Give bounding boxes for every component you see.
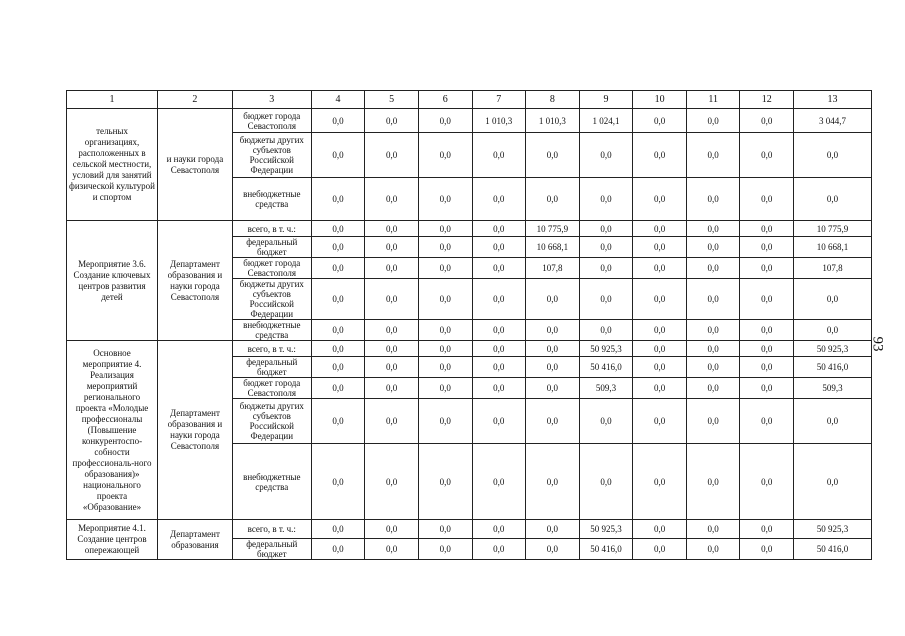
value-cell-col-9: 0,0 [579,133,633,178]
value-cell-col-8: 0,0 [526,520,580,539]
value-cell-col-11: 0,0 [686,258,740,279]
value-cell-col-12: 0,0 [740,133,794,178]
value-cell-col-5: 0,0 [365,258,419,279]
value-cell-col-4: 0,0 [311,539,365,560]
value-cell-col-9: 1 024,1 [579,109,633,133]
value-cell-col-13: 10 668,1 [794,237,872,258]
value-cell-col-12: 0,0 [740,520,794,539]
event-name-cell: Мероприятие 3.6. Создание ключевых центров развития детей [67,221,158,341]
value-cell-col-12: 0,0 [740,341,794,357]
value-cell-col-12: 0,0 [740,178,794,221]
funding-source-cell: бюджеты других субъектов Российской Федерации [232,399,311,444]
value-cell-col-4: 0,0 [311,237,365,258]
table-row [67,341,872,357]
funding-source-cell: бюджеты других субъектов Российской Федерации [232,279,311,320]
value-cell-col-10: 0,0 [633,357,687,378]
value-cell-col-9: 50 416,0 [579,357,633,378]
value-cell-col-13: 50 925,3 [794,520,872,539]
funding-source-cell: внебюджетные средства [232,444,311,520]
value-cell-col-10: 0,0 [633,178,687,221]
column-header-10: 10 [633,91,687,109]
value-cell-col-13: 0,0 [794,444,872,520]
value-cell-col-6: 0,0 [418,133,472,178]
value-cell-col-4: 0,0 [311,444,365,520]
value-cell-col-6: 0,0 [418,258,472,279]
value-cell-col-4: 0,0 [311,221,365,237]
value-cell-col-13: 50 416,0 [794,357,872,378]
value-cell-col-11: 0,0 [686,133,740,178]
value-cell-col-7: 0,0 [472,133,526,178]
value-cell-col-5: 0,0 [365,378,419,399]
value-cell-col-10: 0,0 [633,539,687,560]
value-cell-col-11: 0,0 [686,357,740,378]
value-cell-col-9: 0,0 [579,399,633,444]
value-cell-col-4: 0,0 [311,279,365,320]
value-cell-col-8: 1 010,3 [526,109,580,133]
event-name-cell: Основное мероприятие 4. Реализация мероприятий регионального проекта «Молодые профессионалы (Повышение конкурентоспо-собности профессиональ-ного образования)» национального проекта «Образование» [67,341,158,520]
funding-source-cell: всего, в т. ч.: [232,341,311,357]
table-row [67,109,872,133]
value-cell-col-8: 0,0 [526,378,580,399]
value-cell-col-8: 0,0 [526,341,580,357]
event-name-cell: тельных организациях, расположенных в сельской местности, условий для занятий физической культурой и спортом [67,109,158,221]
value-cell-col-4: 0,0 [311,520,365,539]
value-cell-col-7: 0,0 [472,258,526,279]
funding-source-cell: всего, в т. ч.: [232,221,311,237]
value-cell-col-13: 0,0 [794,399,872,444]
value-cell-col-12: 0,0 [740,444,794,520]
column-header-5: 5 [365,91,419,109]
table-row [67,221,872,237]
column-header-11: 11 [686,91,740,109]
value-cell-col-5: 0,0 [365,539,419,560]
funding-source-cell: федеральный бюджет [232,237,311,258]
value-cell-col-13: 10 775,9 [794,221,872,237]
value-cell-col-9: 0,0 [579,237,633,258]
value-cell-col-9: 50 416,0 [579,539,633,560]
value-cell-col-5: 0,0 [365,221,419,237]
value-cell-col-9: 509,3 [579,378,633,399]
value-cell-col-11: 0,0 [686,444,740,520]
value-cell-col-13: 50 925,3 [794,341,872,357]
value-cell-col-7: 1 010,3 [472,109,526,133]
funding-source-cell: всего, в т. ч.: [232,520,311,539]
value-cell-col-8: 107,8 [526,258,580,279]
value-cell-col-4: 0,0 [311,341,365,357]
value-cell-col-10: 0,0 [633,399,687,444]
value-cell-col-10: 0,0 [633,109,687,133]
column-header-3: 3 [232,91,311,109]
column-header-1: 1 [67,91,158,109]
value-cell-col-13: 0,0 [794,279,872,320]
value-cell-col-6: 0,0 [418,320,472,341]
value-cell-col-13: 3 044,7 [794,109,872,133]
value-cell-col-9: 0,0 [579,221,633,237]
value-cell-col-11: 0,0 [686,279,740,320]
value-cell-col-5: 0,0 [365,357,419,378]
value-cell-col-4: 0,0 [311,258,365,279]
value-cell-col-4: 0,0 [311,378,365,399]
value-cell-col-4: 0,0 [311,357,365,378]
value-cell-col-10: 0,0 [633,520,687,539]
value-cell-col-12: 0,0 [740,399,794,444]
value-cell-col-7: 0,0 [472,539,526,560]
value-cell-col-5: 0,0 [365,109,419,133]
funding-source-cell: федеральный бюджет [232,539,311,560]
column-header-13: 13 [794,91,872,109]
value-cell-col-4: 0,0 [311,133,365,178]
value-cell-col-10: 0,0 [633,320,687,341]
value-cell-col-12: 0,0 [740,279,794,320]
value-cell-col-6: 0,0 [418,520,472,539]
value-cell-col-7: 0,0 [472,221,526,237]
value-cell-col-12: 0,0 [740,320,794,341]
value-cell-col-7: 0,0 [472,279,526,320]
event-name-cell: Мероприятие 4.1. Создание центров опережающей [67,520,158,560]
value-cell-col-6: 0,0 [418,341,472,357]
funding-table [66,90,872,560]
value-cell-col-4: 0,0 [311,320,365,341]
value-cell-col-8: 10 668,1 [526,237,580,258]
value-cell-col-4: 0,0 [311,109,365,133]
value-cell-col-10: 0,0 [633,444,687,520]
value-cell-col-10: 0,0 [633,378,687,399]
executor-cell: Департамент образования [158,520,233,560]
value-cell-col-9: 50 925,3 [579,520,633,539]
table-row [67,520,872,539]
value-cell-col-9: 0,0 [579,258,633,279]
value-cell-col-13: 0,0 [794,320,872,341]
column-header-2: 2 [158,91,233,109]
funding-source-cell: федеральный бюджет [232,357,311,378]
value-cell-col-13: 107,8 [794,258,872,279]
value-cell-col-9: 0,0 [579,444,633,520]
value-cell-col-12: 0,0 [740,221,794,237]
value-cell-col-8: 0,0 [526,279,580,320]
value-cell-col-8: 0,0 [526,357,580,378]
value-cell-col-8: 0,0 [526,444,580,520]
value-cell-col-11: 0,0 [686,341,740,357]
value-cell-col-7: 0,0 [472,341,526,357]
value-cell-col-13: 0,0 [794,133,872,178]
value-cell-col-13: 509,3 [794,378,872,399]
value-cell-col-11: 0,0 [686,520,740,539]
value-cell-col-6: 0,0 [418,109,472,133]
value-cell-col-8: 0,0 [526,399,580,444]
value-cell-col-6: 0,0 [418,539,472,560]
value-cell-col-11: 0,0 [686,539,740,560]
funding-source-cell: бюджет города Севастополя [232,378,311,399]
value-cell-col-6: 0,0 [418,399,472,444]
page-number: 93 [869,336,886,352]
value-cell-col-7: 0,0 [472,178,526,221]
funding-source-cell: внебюджетные средства [232,320,311,341]
value-cell-col-9: 0,0 [579,178,633,221]
column-header-12: 12 [740,91,794,109]
value-cell-col-11: 0,0 [686,399,740,444]
funding-source-cell: внебюджетные средства [232,178,311,221]
value-cell-col-7: 0,0 [472,444,526,520]
value-cell-col-7: 0,0 [472,320,526,341]
value-cell-col-9: 50 925,3 [579,341,633,357]
funding-source-cell: бюджет города Севастополя [232,109,311,133]
executor-cell: Департамент образования и науки города Севастополя [158,221,233,341]
value-cell-col-10: 0,0 [633,133,687,178]
value-cell-col-8: 0,0 [526,539,580,560]
value-cell-col-7: 0,0 [472,357,526,378]
column-header-8: 8 [526,91,580,109]
value-cell-col-6: 0,0 [418,357,472,378]
column-header-6: 6 [418,91,472,109]
value-cell-col-12: 0,0 [740,109,794,133]
value-cell-col-11: 0,0 [686,320,740,341]
value-cell-col-11: 0,0 [686,221,740,237]
value-cell-col-8: 0,0 [526,178,580,221]
value-cell-col-4: 0,0 [311,399,365,444]
value-cell-col-7: 0,0 [472,520,526,539]
value-cell-col-6: 0,0 [418,221,472,237]
value-cell-col-13: 0,0 [794,178,872,221]
value-cell-col-12: 0,0 [740,539,794,560]
value-cell-col-8: 10 775,9 [526,221,580,237]
value-cell-col-12: 0,0 [740,258,794,279]
value-cell-col-11: 0,0 [686,378,740,399]
value-cell-col-10: 0,0 [633,258,687,279]
value-cell-col-5: 0,0 [365,520,419,539]
value-cell-col-5: 0,0 [365,444,419,520]
funding-source-cell: бюджеты других субъектов Российской Федерации [232,133,311,178]
value-cell-col-11: 0,0 [686,237,740,258]
value-cell-col-10: 0,0 [633,221,687,237]
value-cell-col-6: 0,0 [418,178,472,221]
value-cell-col-7: 0,0 [472,378,526,399]
value-cell-col-5: 0,0 [365,279,419,320]
column-header-7: 7 [472,91,526,109]
value-cell-col-10: 0,0 [633,341,687,357]
header-row [67,91,872,109]
value-cell-col-12: 0,0 [740,357,794,378]
value-cell-col-11: 0,0 [686,178,740,221]
value-cell-col-9: 0,0 [579,320,633,341]
value-cell-col-5: 0,0 [365,237,419,258]
column-header-4: 4 [311,91,365,109]
value-cell-col-6: 0,0 [418,237,472,258]
value-cell-col-10: 0,0 [633,237,687,258]
funding-source-cell: бюджет города Севастополя [232,258,311,279]
value-cell-col-13: 50 416,0 [794,539,872,560]
value-cell-col-5: 0,0 [365,341,419,357]
value-cell-col-5: 0,0 [365,178,419,221]
value-cell-col-6: 0,0 [418,279,472,320]
value-cell-col-7: 0,0 [472,237,526,258]
value-cell-col-8: 0,0 [526,133,580,178]
value-cell-col-5: 0,0 [365,133,419,178]
value-cell-col-6: 0,0 [418,378,472,399]
executor-cell: и науки города Севастополя [158,109,233,221]
value-cell-col-6: 0,0 [418,444,472,520]
value-cell-col-12: 0,0 [740,237,794,258]
value-cell-col-11: 0,0 [686,109,740,133]
value-cell-col-4: 0,0 [311,178,365,221]
value-cell-col-7: 0,0 [472,399,526,444]
value-cell-col-10: 0,0 [633,279,687,320]
value-cell-col-8: 0,0 [526,320,580,341]
value-cell-col-5: 0,0 [365,320,419,341]
executor-cell: Департамент образования и науки города Севастополя [158,341,233,520]
column-header-9: 9 [579,91,633,109]
value-cell-col-9: 0,0 [579,279,633,320]
value-cell-col-12: 0,0 [740,378,794,399]
value-cell-col-5: 0,0 [365,399,419,444]
